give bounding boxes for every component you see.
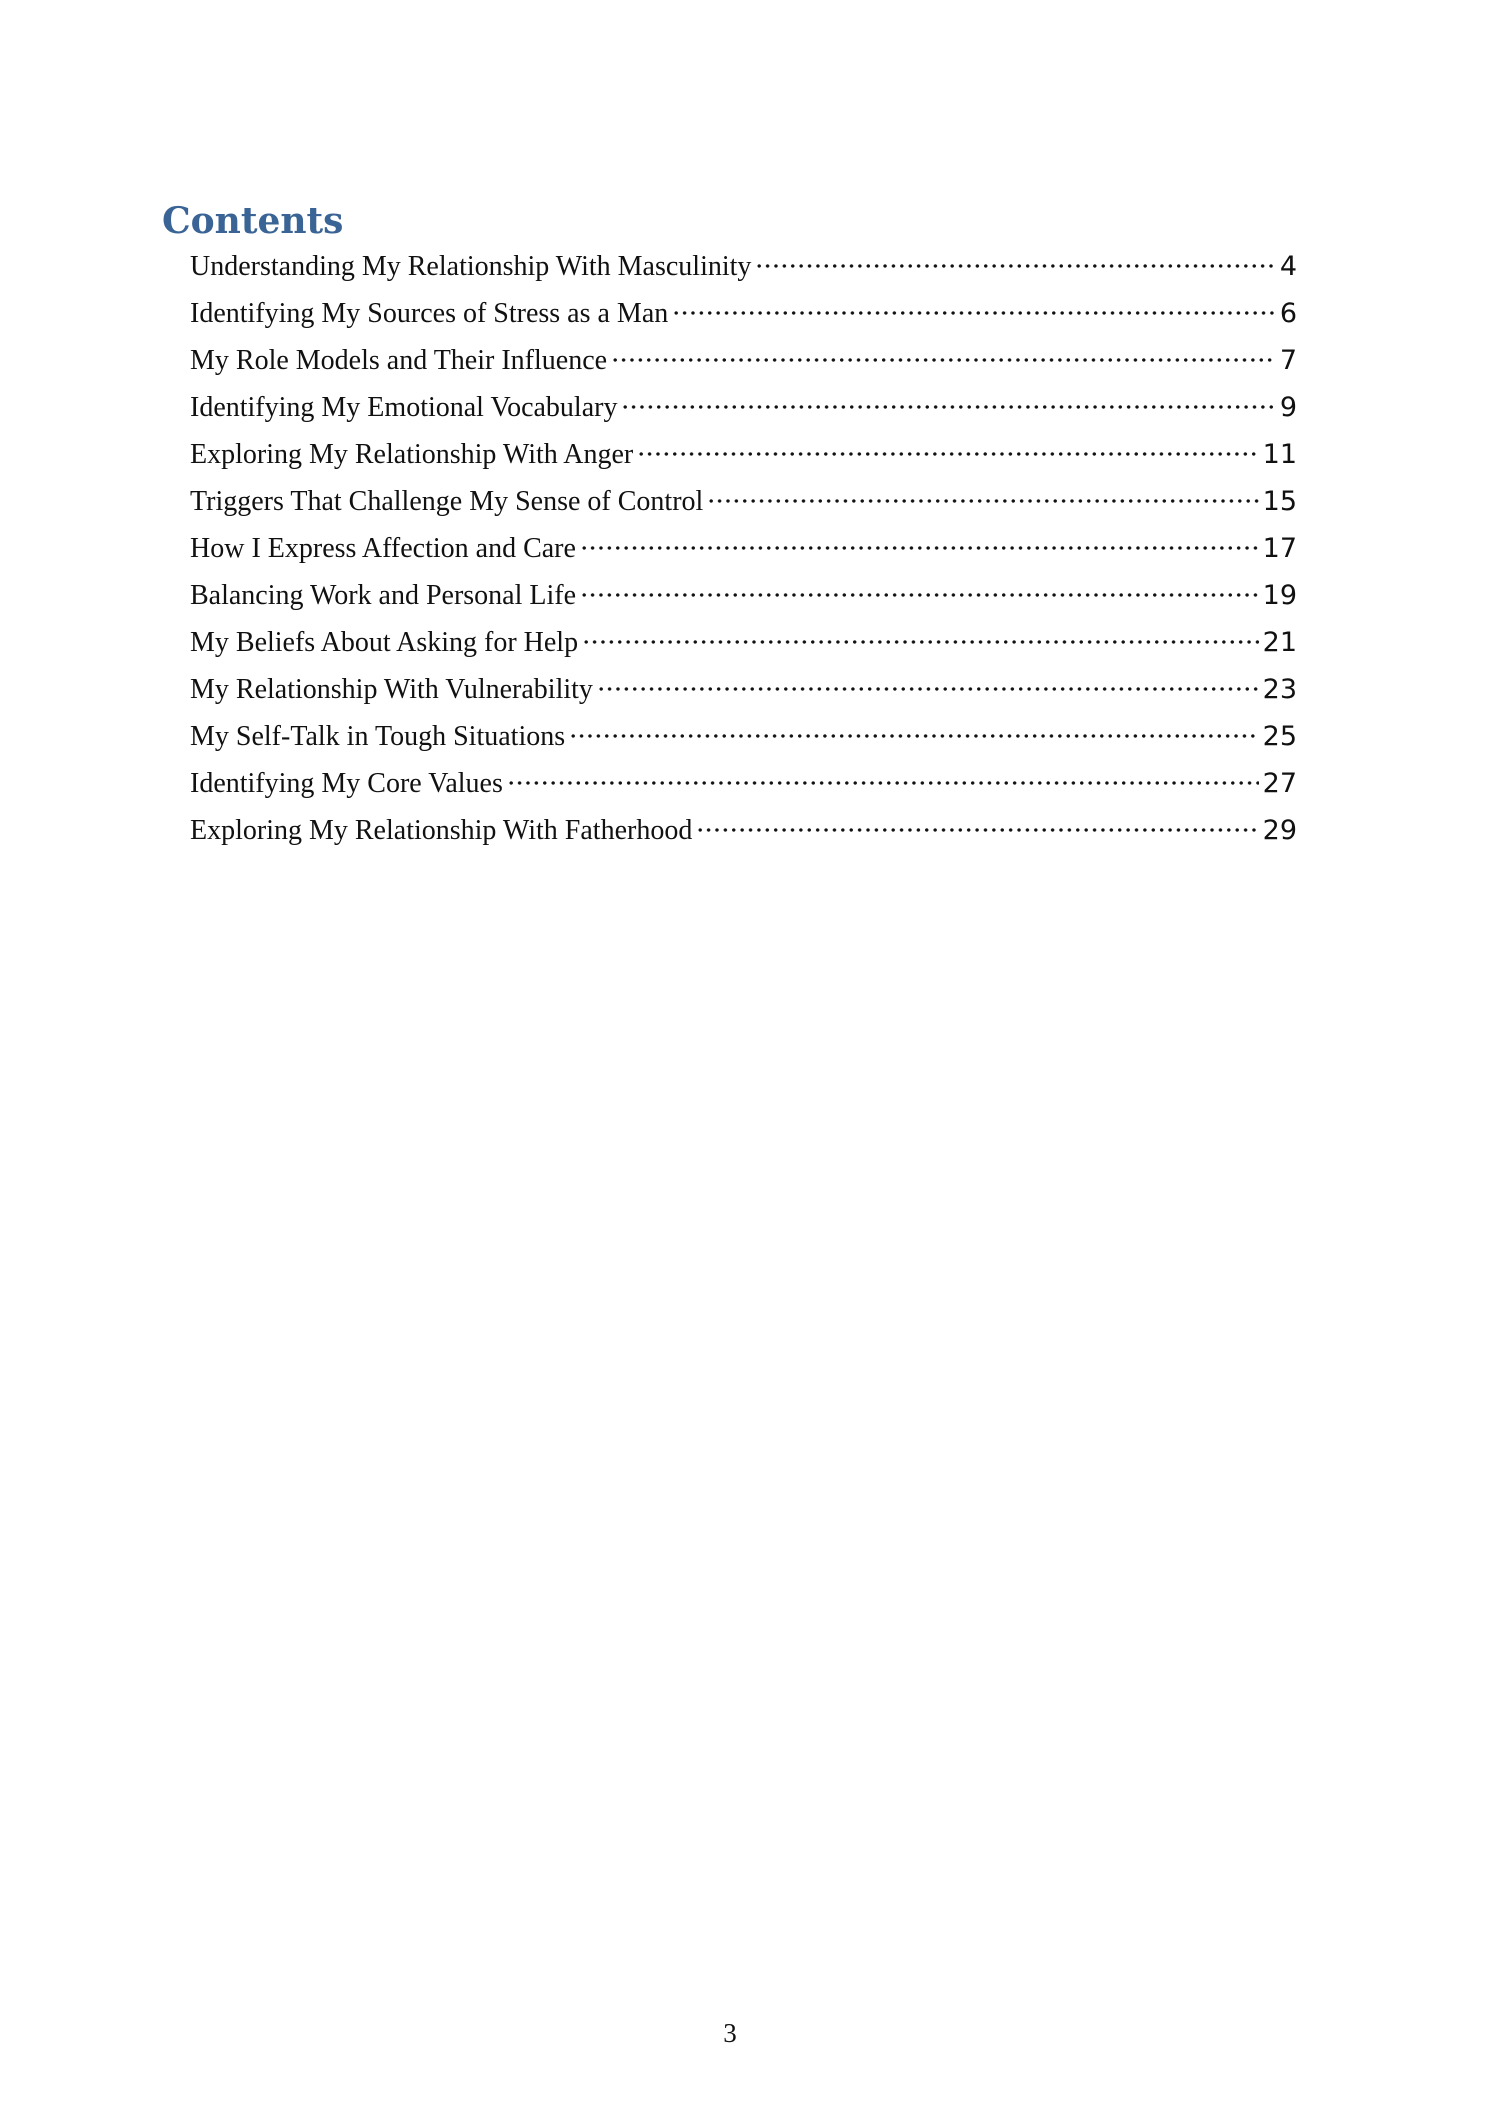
toc-entry-title: Identifying My Sources of Stress as a Man [190, 298, 669, 329]
toc-entry-title: Exploring My Relationship With Fatherhood [190, 815, 693, 846]
toc-entry[interactable] [190, 341, 1297, 388]
toc-entry-page: 21 [1262, 627, 1297, 658]
toc-entry-page: 6 [1279, 298, 1297, 329]
toc-entry[interactable] [190, 764, 1297, 811]
toc-dot-leader [580, 529, 1259, 557]
toc-entry-title: Identifying My Core Values [190, 768, 503, 799]
toc-entry-title: My Self-Talk in Tough Situations [190, 721, 566, 752]
toc-entry-page: 19 [1262, 580, 1297, 611]
page-number: 3 [723, 2018, 737, 2048]
toc-entry-title: Balancing Work and Personal Life [190, 580, 577, 611]
toc-entry-page: 4 [1279, 251, 1297, 282]
toc-dot-leader [580, 576, 1259, 604]
table-of-contents [190, 247, 1297, 858]
toc-entry[interactable] [190, 529, 1297, 576]
toc-entry-title: How I Express Affection and Care [190, 533, 576, 564]
toc-entry[interactable] [190, 811, 1297, 858]
toc-entry[interactable] [190, 294, 1297, 341]
toc-entry[interactable] [190, 576, 1297, 623]
toc-dot-leader [611, 341, 1276, 369]
toc-dot-leader [755, 247, 1275, 275]
toc-entry-title: My Relationship With Vulnerability [190, 674, 593, 705]
toc-dot-leader [507, 764, 1259, 792]
toc-entry-page: 27 [1262, 768, 1297, 799]
toc-entry-page: 11 [1262, 439, 1297, 470]
toc-dot-leader [582, 623, 1259, 651]
toc-entry-page: 15 [1262, 486, 1297, 517]
toc-entry-page: 17 [1262, 533, 1297, 564]
toc-entry-title: My Beliefs About Asking for Help [190, 627, 579, 658]
toc-entry-page: 9 [1279, 392, 1297, 423]
toc-dot-leader [569, 717, 1259, 745]
toc-dot-leader [597, 670, 1259, 698]
toc-dot-leader [707, 482, 1258, 510]
toc-heading: Contents [162, 200, 344, 242]
toc-entry-page: 7 [1279, 345, 1297, 376]
toc-dot-leader [696, 811, 1258, 839]
toc-dot-leader [672, 294, 1276, 322]
toc-entry[interactable] [190, 247, 1297, 294]
toc-entry[interactable] [190, 388, 1297, 435]
toc-entry[interactable] [190, 482, 1297, 529]
toc-entry-title: Exploring My Relationship With Anger [190, 439, 634, 470]
toc-entry-page: 25 [1262, 721, 1297, 752]
toc-entry[interactable] [190, 717, 1297, 764]
toc-entry-title: Identifying My Emotional Vocabulary [190, 392, 618, 423]
toc-entry-title: Triggers That Challenge My Sense of Control [190, 486, 704, 517]
toc-entry-page: 29 [1262, 815, 1297, 846]
toc-entry-page: 23 [1262, 674, 1297, 705]
toc-entry[interactable] [190, 435, 1297, 482]
toc-entry-title: My Role Models and Their Influence [190, 345, 608, 376]
toc-entry[interactable] [190, 623, 1297, 670]
toc-dot-leader [621, 388, 1275, 416]
toc-dot-leader [637, 435, 1258, 463]
toc-entry-title: Understanding My Relationship With Masculinity [190, 251, 752, 282]
toc-entry[interactable] [190, 670, 1297, 717]
